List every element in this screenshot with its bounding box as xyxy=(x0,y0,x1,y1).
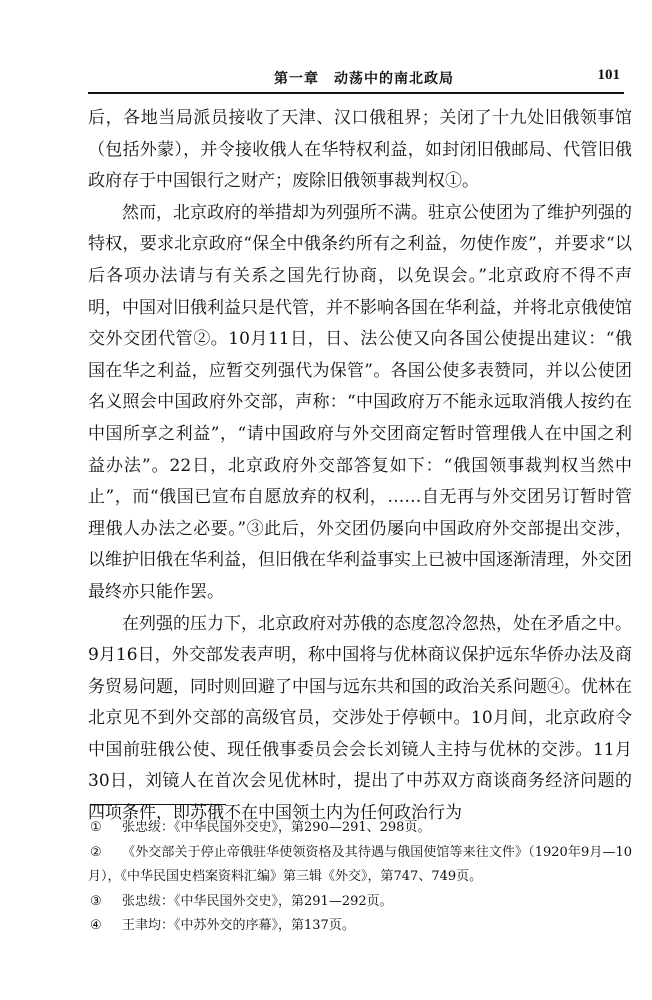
chapter-title: 第一章 动荡中的南北政局 xyxy=(274,71,454,87)
page-number: 101 xyxy=(597,67,620,83)
footnote-text: 王聿均：《中苏外交的序幕》，第137页。 xyxy=(122,918,355,933)
body-text xyxy=(88,103,632,830)
footnote-divider xyxy=(90,804,226,805)
footnote-text: 张忠绂：《中华民国外交史》，第291—292页。 xyxy=(122,893,393,909)
footnote xyxy=(88,890,632,915)
footnote xyxy=(88,914,632,939)
paragraph: 后，各地当局派员接收了天津、汉口俄租界；关闭了十九处旧俄领事馆（包括外蒙），并令接收俄人在华特权利益，如封闭旧俄邮局、代管旧俄政府存于中国银行之财产；废除旧俄领事裁判权①。 xyxy=(88,108,632,192)
running-header xyxy=(88,66,624,94)
footnote-marker: ④ xyxy=(90,918,102,933)
paragraph: 在列强的压力下，北京政府对苏俄的态度忽冷忽热，处在矛盾之中。9月16日，外交部发表声明，称中国将与优林商议保护远东华侨办法及商务贸易问题，同时则回避了中国与远东共和国的政治关系问题④。优林在北京见不到外交部的高级官员，交涉处于停顿中。10月间，北京政府令中国前驻俄公使、现任俄事委员会会长刘镜人主持与优林的交涉。11月30日，刘镜人在首次会见优林时，提出了中苏双方商谈商务经济问题的四项条件，即苏俄不在中国领土内为任何政治行为 xyxy=(88,613,632,824)
footnote-text: 张忠绂：《中华民国外交史》，第290—291、298页。 xyxy=(122,820,431,835)
footnote xyxy=(88,841,632,890)
footnotes xyxy=(88,816,632,939)
paragraph: 然而，北京政府的举措却为列强所不满。驻京公使团为了维护列强的特权，要求北京政府“保全中俄条约所有之利益，勿使作废”，并要求“以后各项办法请与有关系之国先行协商，以免误会。”北京政府不得不声明，中国对旧俄利益只是代管，并不影响各国在华利益，并将北京俄使馆交外交团代管②。10月11日，日、法公使又向各国公使提出建议：“俄国在华之利益，应暂交列强代为保管”。各国公使多表赞同，并以公使团名义照会中国政府外交部，声称：“中国政府万不能永远取消俄人按约在中国所享之利益”，“请中国政府与外交团商定暂时管理俄人在中国之利益办法”。22日，北京政府外交部答复如下：“俄国领事裁判权当然中止”，而“俄国已宣布自愿放弃的权利，……自无再与外交团另订暂时管理俄人办法之必要。”③此后，外交团仍屡向中国政府外交部提出交涉，以维护旧俄在华利益，但旧俄在华利益事实上已被中国逐渐清理，外交团最终亦只能作罢。 xyxy=(88,202,632,602)
footnote-marker: ① xyxy=(90,820,102,835)
footnote-marker: ② xyxy=(90,844,102,860)
footnote-marker: ③ xyxy=(90,893,102,909)
footnote-text: 《外交部关于停止帝俄驻华使领资格及其待遇与俄国使馆等来往文件》（1920年9月—10月），《中华民国史档案资料汇编》第三辑《外交》，第747、749页。 xyxy=(88,844,632,884)
footnote xyxy=(88,816,632,841)
